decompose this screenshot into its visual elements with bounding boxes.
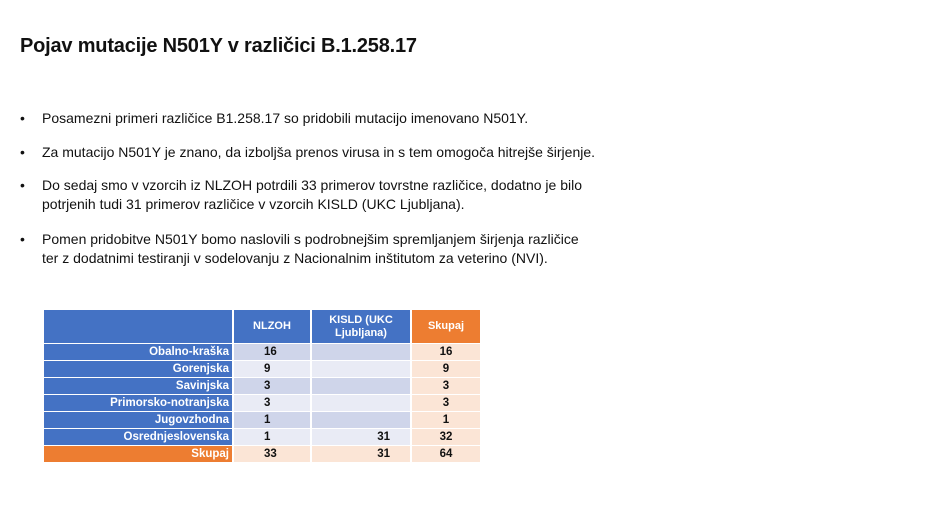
kisld-cell — [312, 361, 410, 377]
region-cell: Savinjska — [44, 378, 232, 394]
bullet-text: Posamezni primeri različice B1.258.17 so pridobili mutacijo imenovano N501Y. — [42, 110, 529, 126]
bullet-text: potrjenih tudi 31 primerov različice v vzorcih KISLD (UKC Ljubljana). — [42, 196, 465, 212]
nlzoh-cell: 1 — [234, 429, 310, 445]
nlzoh-cell: 3 — [234, 378, 310, 394]
bullet-text: Za mutacijo N501Y je znano, da izboljša prenos virusa in s tem omogoča hitrejše širjenje. — [42, 144, 596, 160]
kisld-cell — [312, 378, 410, 394]
skupaj-cell: 3 — [412, 395, 480, 411]
region-cell: Jugovzhodna — [44, 412, 232, 428]
table-row — [44, 344, 480, 360]
skupaj-cell: 1 — [412, 412, 480, 428]
skupaj-cell: 32 — [412, 429, 480, 445]
region-cell: Skupaj — [44, 446, 232, 462]
table-row — [44, 412, 480, 428]
bullet-icon: • — [20, 231, 25, 247]
kisld-cell: 31 — [312, 446, 410, 462]
bullet-text: Pomen pridobitve N501Y bomo naslovili s podrobnejšim spremljanjem širjenja različice — [42, 231, 579, 247]
slide-title: Pojav mutacije N501Y v različici B.1.258.17 — [20, 35, 417, 57]
table-row — [44, 361, 480, 377]
kisld-cell: 31 — [312, 429, 410, 445]
skupaj-cell: 9 — [412, 361, 480, 377]
skupaj-cell: 3 — [412, 378, 480, 394]
bullet-icon: • — [20, 110, 25, 126]
nlzoh-cell: 9 — [234, 361, 310, 377]
skupaj-cell: 16 — [412, 344, 480, 360]
nlzoh-cell: 33 — [234, 446, 310, 462]
header-skupaj: Skupaj — [412, 310, 480, 343]
header-nlzoh: NLZOH — [234, 310, 310, 343]
kisld-cell — [312, 395, 410, 411]
table-row — [44, 429, 480, 445]
nlzoh-cell: 1 — [234, 412, 310, 428]
table-header-row — [44, 310, 480, 343]
nlzoh-cell: 16 — [234, 344, 310, 360]
kisld-cell — [312, 412, 410, 428]
header-kisld: KISLD (UKC Ljubljana) — [312, 310, 410, 343]
skupaj-cell: 64 — [412, 446, 480, 462]
region-cell: Obalno-kraška — [44, 344, 232, 360]
bullet-text: Do sedaj smo v vzorcih iz NLZOH potrdili 33 primerov tovrstne različice, dodatno je bilo — [42, 177, 582, 193]
nlzoh-cell: 3 — [234, 395, 310, 411]
region-cell: Primorsko-notranjska — [44, 395, 232, 411]
cases-table — [42, 309, 482, 463]
header-blank — [44, 310, 232, 343]
bullet-icon: • — [20, 177, 25, 193]
table-total-row — [44, 446, 480, 462]
bullet-text: ter z dodatnimi testiranji v sodelovanju z Nacionalnim inštitutom za veterino (NVI). — [42, 250, 548, 266]
region-cell: Gorenjska — [44, 361, 232, 377]
table-row — [44, 395, 480, 411]
region-cell: Osrednjeslovenska — [44, 429, 232, 445]
table-row — [44, 378, 480, 394]
bullet-icon: • — [20, 144, 25, 160]
kisld-cell — [312, 344, 410, 360]
